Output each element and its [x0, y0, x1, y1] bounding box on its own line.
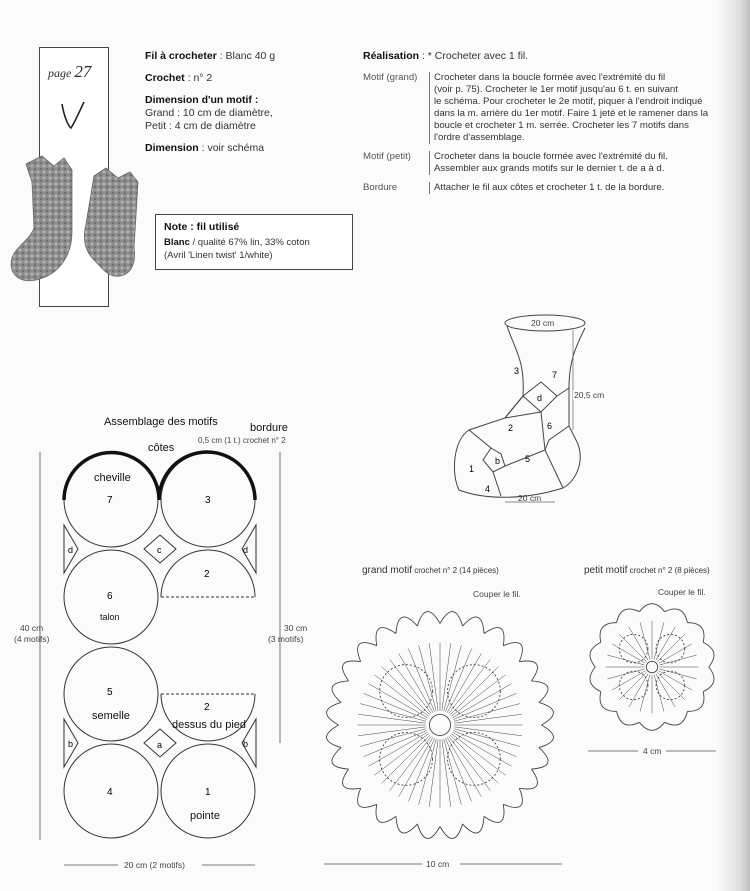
fil-value: : Blanc 40 g — [216, 50, 276, 62]
note-line2: (Avril 'Linen twist' 1/white) — [164, 250, 273, 261]
motif-number-4: 4 — [107, 787, 113, 798]
petit-dimension: Petit : 4 cm de diamètre — [145, 120, 256, 132]
sock-top-dimension: 20 cm — [531, 318, 555, 328]
instruction-row-grand — [363, 72, 733, 144]
semelle-label: semelle — [92, 710, 130, 722]
height-right-label: 30 cm — [284, 623, 308, 633]
chain-loop — [590, 642, 601, 667]
row-line: Crocheter dans la boucle formée avec l'extrémité du fil. — [434, 151, 668, 162]
height-right-sub: (3 motifs) — [268, 634, 304, 644]
sock-part-d: d — [537, 393, 543, 403]
yarn-note-box — [155, 214, 353, 270]
chain-loop — [639, 604, 664, 612]
row-line: Crocheter dans la boucle formée avec l'extrémité du fil — [434, 72, 666, 83]
stitch-mark — [453, 693, 516, 719]
chain-loop — [358, 643, 377, 662]
stitch-mark — [449, 736, 491, 790]
motif-number-1: 1 — [205, 787, 211, 798]
stitch-mark — [640, 675, 650, 712]
sock-shape-diagram — [445, 300, 635, 515]
chain-loop — [343, 769, 361, 789]
petit-motif-title: petit motif — [584, 565, 628, 576]
chain-loop — [703, 667, 714, 692]
stitch-mark — [453, 731, 516, 757]
stitch-mark — [382, 735, 430, 783]
chain-loop — [503, 643, 522, 662]
motif-number-5: 5 — [107, 687, 113, 698]
stitch-mark — [382, 667, 430, 715]
small-label-d-right: d — [243, 545, 249, 555]
motif-dimension-label: Dimension d'un motif : — [145, 94, 259, 106]
height-left-sub: (4 motifs) — [14, 634, 50, 644]
dessus-label: dessus du pied — [172, 719, 246, 731]
height-left-label: 40 cm — [20, 623, 44, 633]
petit-cut-label: Couper le fil. — [658, 587, 706, 597]
note-title: Note : fil utilisé — [164, 221, 240, 233]
note-line1 — [164, 236, 344, 249]
socks-photo — [6, 152, 146, 292]
stitch-mark — [619, 634, 646, 661]
cotes-label: côtes — [148, 442, 175, 454]
grand-width-label: 10 cm — [426, 859, 450, 869]
row-text — [429, 72, 708, 144]
sock-part-4: 4 — [485, 484, 491, 494]
chain-loop — [396, 617, 417, 634]
chain-loop — [376, 628, 396, 646]
stitch-mark — [450, 667, 498, 715]
motif-number-6: 6 — [107, 591, 113, 602]
stitch-mark — [654, 675, 664, 712]
grand-cut-label: Couper le fil. — [473, 589, 521, 599]
sock-part-3: 3 — [514, 366, 520, 376]
realisation-line — [363, 50, 733, 63]
chain-loop — [327, 725, 342, 748]
chain-loop — [600, 692, 617, 712]
chain-loop — [539, 725, 554, 748]
stitch-mark — [449, 659, 491, 713]
stitch-mark — [607, 655, 644, 665]
chain-loop — [327, 702, 342, 725]
crochet-value: : n° 2 — [184, 72, 213, 84]
fil-line — [145, 50, 355, 63]
check-mark-icon — [54, 98, 94, 134]
stitch-mark — [660, 655, 697, 665]
chain-loop — [617, 609, 640, 623]
center-ring — [646, 661, 657, 672]
chain-loop — [343, 661, 361, 681]
chain-loop — [396, 816, 417, 833]
chain-loop — [703, 642, 714, 667]
center-ring — [429, 714, 450, 735]
chain-loop — [332, 681, 349, 702]
crochet-line — [145, 72, 355, 85]
stitch-mark — [654, 622, 664, 659]
chain-loop — [600, 623, 617, 643]
grand-motif-title: grand motif — [362, 565, 413, 576]
stitch-mark — [658, 673, 685, 700]
sock-part-b: b — [495, 456, 501, 466]
stitch-mark — [451, 734, 505, 776]
stitch-mark — [399, 653, 433, 712]
row-line: Attacher le fil aux côtes et crocheter 1 t. de la bordure. — [434, 182, 665, 193]
grand-dimension: Grand : 10 cm de diamètre, — [145, 107, 273, 119]
sock-side-dimension: 20,5 cm — [574, 390, 605, 400]
page-edge-shadow — [716, 0, 750, 891]
stitch-mark — [446, 738, 472, 801]
dimension-value: : voir schéma — [198, 142, 265, 154]
note-color-name: Blanc — [164, 237, 190, 248]
stitch-mark — [619, 673, 646, 700]
row-line: (voir p. 75). Crocheter le 1er motif jusqu'au 6 t. en suivant — [434, 84, 678, 95]
row-line: boucle et crocheter 1 m. serrée. Crocheter les 7 motifs dans — [434, 120, 689, 131]
row-text — [429, 182, 664, 194]
sock-part-6: 6 — [547, 421, 553, 431]
stitch-mark — [447, 653, 481, 712]
row-line: l'ordre d'assemblage. — [434, 132, 525, 143]
chain-loop — [531, 748, 548, 769]
stitch-mark — [447, 737, 481, 796]
sock-part-7: 7 — [552, 370, 558, 380]
stitch-mark — [408, 738, 434, 801]
row-label: Motif (petit) — [363, 151, 411, 162]
chain-loop — [332, 748, 349, 769]
stitch-mark — [399, 737, 433, 796]
sock-part-2: 2 — [508, 423, 514, 433]
chain-loop — [376, 804, 396, 822]
chain-loop — [665, 609, 688, 623]
materials-block — [145, 50, 355, 155]
row-text — [429, 151, 668, 175]
instruction-row-bordure — [363, 182, 733, 194]
crochet-label: Crochet — [145, 72, 185, 84]
chain-loop — [463, 617, 484, 634]
cheville-label: cheville — [94, 472, 131, 484]
chain-loop — [590, 667, 601, 692]
rib-border-arc — [64, 452, 255, 500]
stitch-mark — [640, 622, 650, 659]
chain-loop — [531, 681, 548, 702]
grand-motif-chart — [318, 585, 568, 885]
stitch-mark — [658, 634, 685, 661]
small-label-b-right: b — [243, 739, 249, 749]
page-label — [48, 62, 91, 82]
chain-loop — [358, 788, 377, 807]
page-word: page — [48, 66, 72, 80]
row-label: Bordure — [363, 182, 398, 193]
width-bottom-label: 20 cm (2 motifs) — [124, 860, 185, 870]
stitch-mark — [452, 684, 511, 718]
small-label-b-left: b — [68, 739, 74, 749]
small-label-c: c — [157, 545, 162, 555]
stitch-mark — [390, 659, 432, 713]
assembly-diagram — [0, 405, 320, 885]
grand-motif-heading — [362, 565, 499, 576]
row-line: dans la m. arrière du 1er motif. Faire 1 jeté et le ramener dans la — [434, 108, 709, 119]
page-number: 27 — [74, 62, 92, 81]
stitch-mark — [390, 736, 432, 790]
grand-motif-subtitle: crochet n° 2 (14 pièces) — [412, 566, 499, 575]
chain-loop — [665, 711, 688, 725]
chain-loop — [519, 661, 537, 681]
motif-number-7: 7 — [107, 495, 113, 506]
chain-loop — [639, 722, 664, 730]
note-quality: / qualité 67% lin, 33% coton — [189, 237, 310, 248]
row-line: le schéma. Pour crocheter le 2e motif, piquer à l'endroit indiqué — [434, 96, 703, 107]
chain-loop — [687, 692, 704, 712]
small-label-a: a — [157, 740, 163, 750]
chain-loop — [417, 824, 440, 839]
chain-loop — [519, 769, 537, 789]
petit-motif-chart — [580, 585, 725, 765]
pointe-label: pointe — [190, 810, 220, 822]
chain-loop — [484, 804, 504, 822]
chain-loop — [463, 816, 484, 833]
sock-part-5: 5 — [525, 454, 531, 464]
chain-loop — [687, 623, 704, 643]
dimension-label: Dimension — [145, 142, 199, 154]
realisation-label: Réalisation — [363, 50, 420, 62]
chain-loop — [417, 612, 440, 627]
petit-width-label: 4 cm — [643, 746, 662, 756]
row-line: Assembler aux grands motifs sur le dernier t. de a à d. — [434, 163, 665, 174]
stitch-mark — [374, 734, 428, 776]
sock-part-1: 1 — [469, 464, 475, 474]
dimension-line — [145, 142, 355, 155]
chain-loop — [503, 788, 522, 807]
motif-number-3: 3 — [205, 495, 211, 506]
stitch-mark — [451, 675, 505, 717]
stitch-mark — [450, 735, 498, 783]
motif-number-2a: 2 — [204, 569, 210, 580]
row-label: Motif (grand) — [363, 72, 418, 83]
stitch-mark — [368, 684, 427, 718]
bordure-detail: 0,5 cm (1 t.) crochet n° 2 — [198, 436, 286, 445]
sock-bottom-dimension: 20 cm — [518, 493, 542, 503]
stitch-mark — [660, 669, 697, 679]
petit-motif-heading — [584, 565, 710, 576]
stitch-mark — [374, 675, 428, 717]
chain-loop — [440, 824, 463, 839]
stitch-mark — [368, 732, 427, 766]
talon-label: talon — [100, 612, 120, 622]
petit-motif-subtitle: crochet n° 2 (8 pièces) — [627, 566, 710, 575]
instructions-block — [363, 50, 733, 194]
instruction-row-petit — [363, 151, 733, 175]
fil-label: Fil à crocheter — [145, 50, 217, 62]
bordure-label: bordure — [250, 422, 288, 434]
stitch-mark — [452, 732, 511, 766]
assembly-title: Assemblage des motifs — [104, 416, 218, 428]
chain-loop — [617, 711, 640, 725]
chain-loop — [440, 612, 463, 627]
chain-loop — [484, 628, 504, 646]
chain-loop — [539, 702, 554, 725]
small-label-d-left: d — [68, 545, 74, 555]
motif-number-2b: 2 — [204, 702, 210, 713]
realisation-text: : * Crocheter avec 1 fil. — [419, 50, 529, 62]
stitch-mark — [607, 669, 644, 679]
